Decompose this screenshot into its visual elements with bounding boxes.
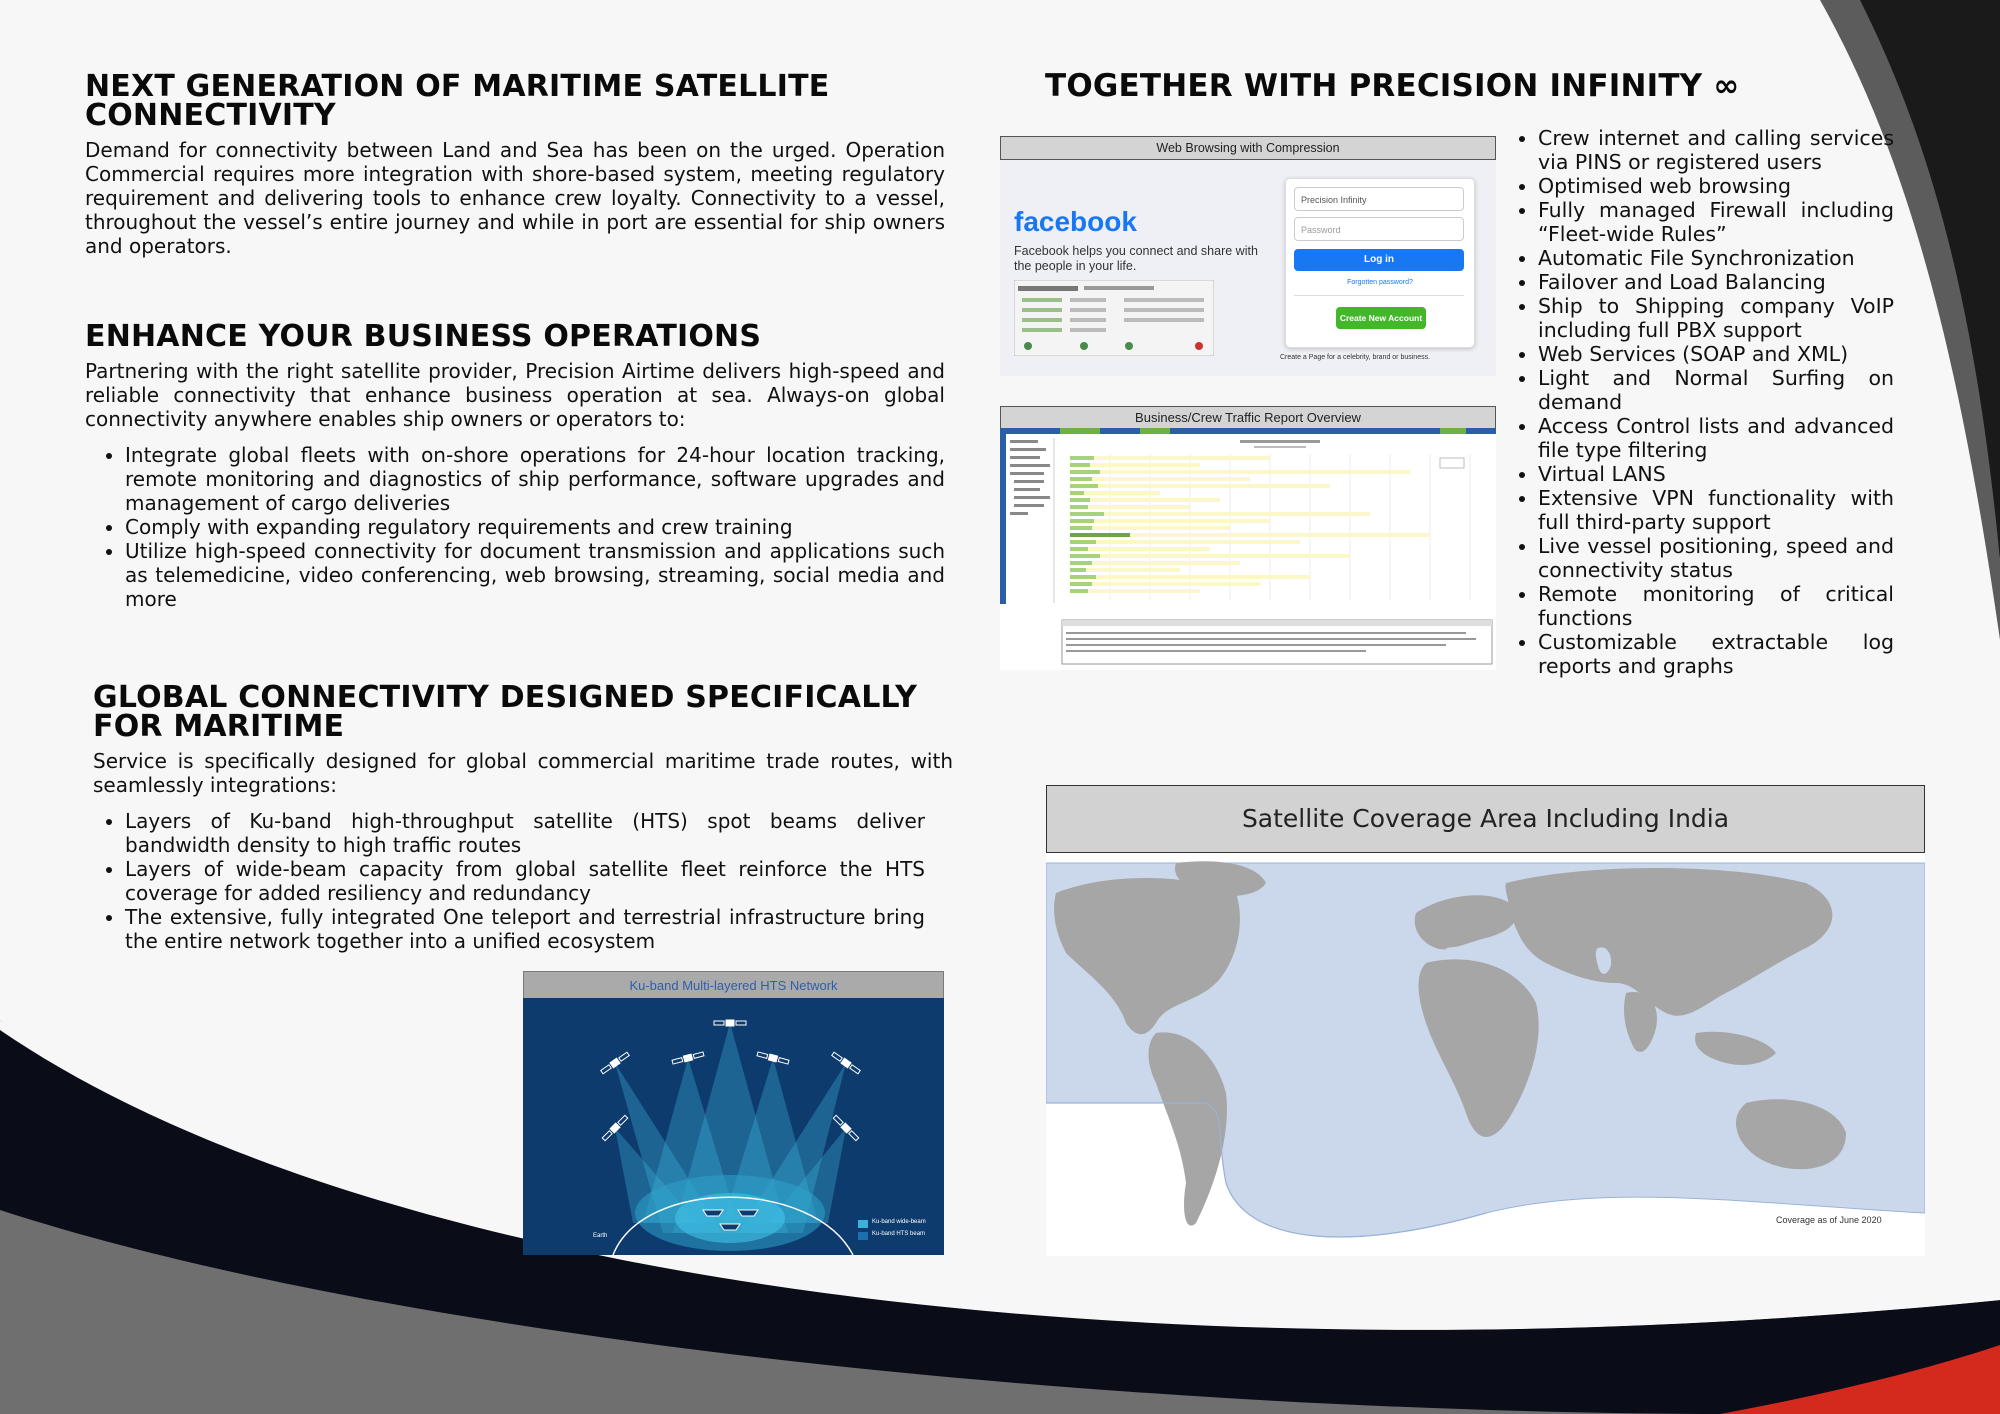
facebook-tagline: Facebook helps you connect and share with the people in your life. bbox=[1014, 244, 1258, 273]
features-list bbox=[1512, 126, 1894, 678]
earth-label: Earth bbox=[593, 1233, 608, 1239]
list-item: • Failover and Load Balancing bbox=[1538, 270, 1894, 294]
list-item: • Automatic File Synchronization bbox=[1538, 246, 1894, 270]
section-connectivity bbox=[85, 69, 945, 258]
screenshot-header: Business/Crew Traffic Report Overview bbox=[1000, 406, 1496, 430]
section-body: Demand for connectivity between Land and Sea has been on the urged. Operation Commercial requires more integration with shore-based system, meeting regulatory requirement and delivering tools to enhance crew loyalty. Connectivity to a vessel, throughout the vessel’s entire journey and while in port are essential for ship owners and operators. bbox=[85, 138, 945, 258]
list-item: • Virtual LANS bbox=[1538, 462, 1894, 486]
list-item: • Light and Normal Surfing on demand bbox=[1538, 366, 1894, 414]
diagram-header: Ku-band Multi-layered HTS Network bbox=[523, 971, 944, 1000]
list-item: • Comply with expanding regulatory requirements and crew training bbox=[125, 515, 945, 539]
section-business-operations bbox=[85, 319, 945, 611]
section-title: GLOBAL CONNECTIVITY DESIGNED SPECIFICALLY FOR MARITIME bbox=[93, 680, 918, 744]
traffic-report-screenshot bbox=[1000, 406, 1496, 670]
screenshot-header: Web Browsing with Compression bbox=[1000, 136, 1496, 160]
legend-hts-beam: Ku-band HTS beam bbox=[872, 1231, 926, 1237]
coverage-footnote: Coverage as of June 2020 bbox=[1776, 1215, 1882, 1225]
web-browsing-screenshot bbox=[1000, 136, 1496, 376]
section-title: NEXT GENERATION OF MARITIME SATELLITE CONNECTIVITY bbox=[85, 69, 830, 133]
facebook-logo: facebook bbox=[1014, 206, 1137, 237]
features-list-container bbox=[1512, 126, 1894, 678]
list-item: • The extensive, fully integrated One teleport and terrestrial infrastructure bring the entire network together into a unified ecosystem bbox=[125, 905, 925, 953]
list-item: • Layers of wide-beam capacity from global satellite fleet reinforce the HTS coverage for added resiliency and redundancy bbox=[125, 857, 925, 905]
section-body: Partnering with the right satellite provider, Precision Airtime delivers high-speed and reliable connectivity that enhance business operation at sea. Always-on global connectivity anywhere enables ship owners or operators to: bbox=[85, 359, 945, 431]
list-item: • Extensive VPN functionality with full third-party support bbox=[1538, 486, 1894, 534]
traffic-report-chart bbox=[1000, 428, 1496, 670]
world-map bbox=[1046, 853, 1925, 1256]
create-page-note: Create a Page for a celebrity, brand or business. bbox=[1279, 354, 1431, 361]
forgot-password-link[interactable]: Forgotten password? bbox=[1347, 279, 1413, 286]
section-body: Service is specifically designed for global commercial maritime trade routes, with seamlessly integrations: bbox=[93, 749, 953, 797]
list-item: • Fully managed Firewall including “Fleet-wide Rules” bbox=[1538, 198, 1894, 246]
create-account-button[interactable]: Create New Account bbox=[1336, 307, 1426, 329]
beam-illustration bbox=[523, 998, 944, 1255]
list-item: • Integrate global fleets with on-shore operations for 24-hour location tracking, remote monitoring and diagnostics of ship performance, software upgrades and management of cargo deliveries bbox=[125, 443, 945, 515]
facebook-login-card bbox=[1285, 178, 1475, 348]
list-item: • Ship to Shipping company VoIP including full PBX support bbox=[1538, 294, 1894, 342]
section-global-connectivity bbox=[93, 680, 953, 953]
infinity-dashboard-thumbnail bbox=[1014, 280, 1214, 356]
legend-swatch-hts bbox=[858, 1232, 868, 1240]
section-precision-infinity bbox=[1045, 68, 1845, 104]
coverage-map bbox=[1046, 785, 1925, 1256]
list-item: • Access Control lists and advanced file type filtering bbox=[1538, 414, 1894, 462]
list-item: • Utilize high-speed connectivity for document transmission and applications such as telemedicine, video conferencing, web browsing, streaming, social media and more bbox=[125, 539, 945, 611]
list-item: • Layers of Ku-band high-throughput satellite (HTS) spot beams deliver bandwidth density to high traffic routes bbox=[125, 809, 925, 857]
hts-network-diagram bbox=[523, 971, 944, 1255]
login-button[interactable]: Log in bbox=[1294, 249, 1464, 271]
map-header: Satellite Coverage Area Including India bbox=[1046, 785, 1925, 853]
list-item: • Customizable extractable log reports and graphs bbox=[1538, 630, 1894, 678]
integration-bullet-list bbox=[93, 809, 925, 953]
list-item: • Live vessel positioning, speed and connectivity status bbox=[1538, 534, 1894, 582]
legend-wide-beam: Ku-band wide-beam bbox=[872, 1219, 926, 1225]
list-item: • Web Services (SOAP and XML) bbox=[1538, 342, 1894, 366]
section-title: TOGETHER WITH PRECISION INFINITY ∞ bbox=[1045, 68, 1740, 104]
list-item: • Remote monitoring of critical functions bbox=[1538, 582, 1894, 630]
list-item: • Optimised web browsing bbox=[1538, 174, 1894, 198]
password-field[interactable]: Password bbox=[1294, 217, 1464, 241]
legend-swatch-wide bbox=[858, 1220, 868, 1228]
email-field[interactable]: Precision Infinity bbox=[1294, 187, 1464, 211]
list-item: • Crew internet and calling services via PINS or registered users bbox=[1538, 126, 1894, 174]
operations-bullet-list bbox=[85, 443, 945, 611]
divider bbox=[1294, 295, 1464, 296]
section-title: ENHANCE YOUR BUSINESS OPERATIONS bbox=[85, 319, 762, 354]
